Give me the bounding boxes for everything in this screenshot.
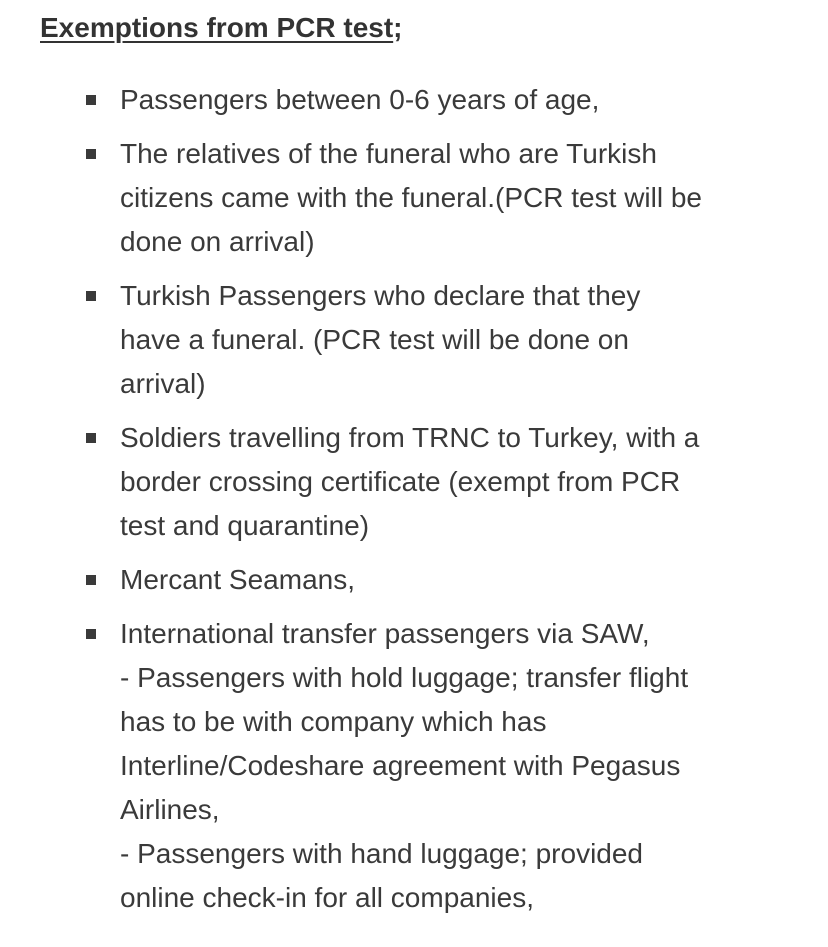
- text-line: citizens came with the funeral.(PCR test will be: [120, 182, 702, 213]
- text-line: done on arrival): [120, 226, 315, 257]
- square-bullet-icon: [86, 149, 96, 159]
- list-item-text: [120, 558, 810, 602]
- text-line: has to be with company which has: [120, 706, 547, 737]
- page-title-text: Exemptions from PCR test: [40, 12, 394, 43]
- text-line: online check-in for all companies,: [120, 882, 534, 913]
- page-title: [40, 10, 403, 46]
- text-line: Mercant Seamans,: [120, 564, 355, 595]
- text-line: Passengers between 0-6 years of age,: [120, 84, 600, 115]
- text-line: test and quarantine): [120, 510, 370, 541]
- list-item-text: [120, 274, 810, 406]
- list-item-text: [120, 416, 810, 548]
- square-bullet-icon: [86, 95, 96, 105]
- square-bullet-icon: [86, 575, 96, 585]
- text-line: have a funeral. (PCR test will be done on: [120, 324, 629, 355]
- text-line: Airlines,: [120, 794, 220, 825]
- page-title-suffix: ;: [393, 12, 403, 43]
- text-line: The relatives of the funeral who are Turkish: [120, 138, 657, 169]
- list-item-text: [120, 78, 810, 122]
- list-item-text: [120, 132, 810, 264]
- text-line: Interline/Codeshare agreement with Pegasus: [120, 750, 681, 781]
- text-line: Soldiers travelling from TRNC to Turkey, with a: [120, 422, 700, 453]
- square-bullet-icon: [86, 291, 96, 301]
- square-bullet-icon: [86, 433, 96, 443]
- text-line: - Passengers with hold luggage; transfer flight: [120, 662, 689, 693]
- text-line: arrival): [120, 368, 206, 399]
- list-item-text: [120, 612, 810, 920]
- text-line: Turkish Passengers who declare that they: [120, 280, 641, 311]
- text-line: International transfer passengers via SAW,: [120, 618, 650, 649]
- text-line: border crossing certificate (exempt from PCR: [120, 466, 681, 497]
- square-bullet-icon: [86, 629, 96, 639]
- text-line: - Passengers with hand luggage; provided: [120, 838, 644, 869]
